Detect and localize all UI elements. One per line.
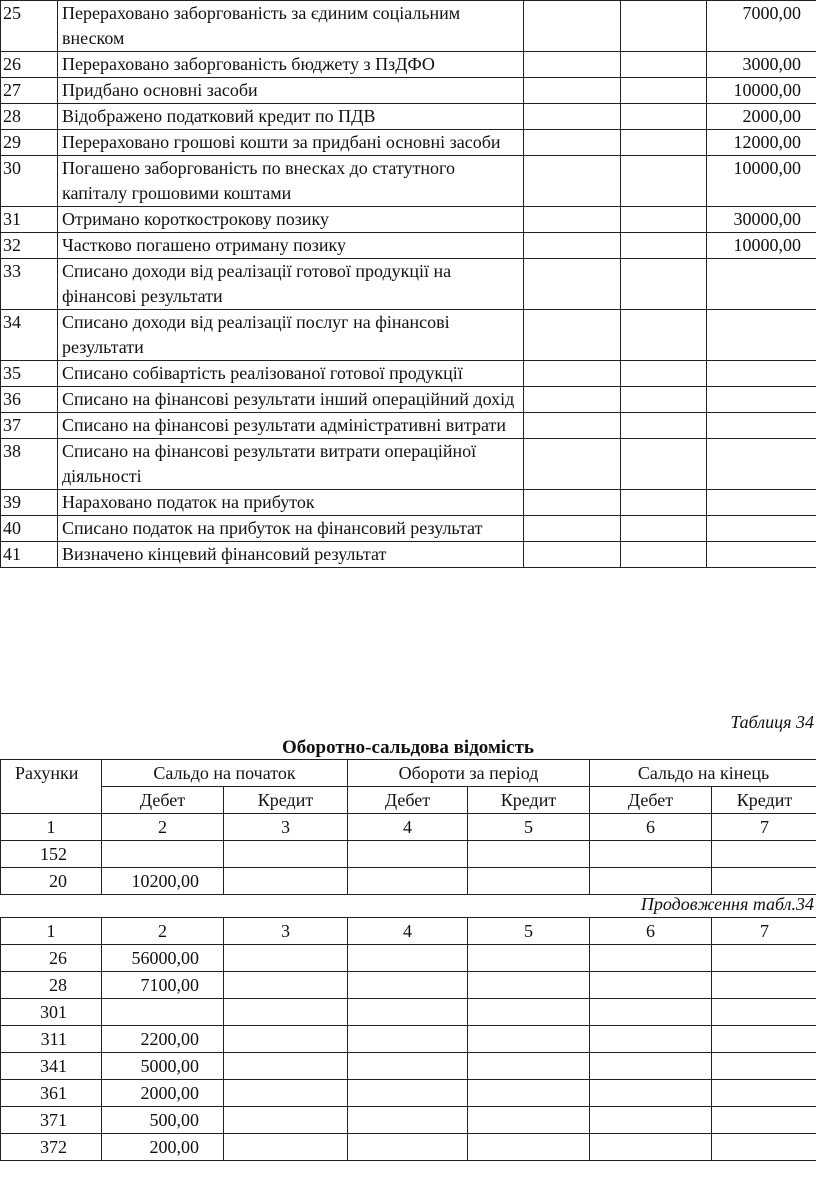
empty-cell bbox=[712, 972, 816, 999]
row-number: 36 bbox=[1, 387, 58, 413]
empty-cell bbox=[712, 1107, 816, 1134]
empty-cell bbox=[468, 972, 590, 999]
amount-cell bbox=[707, 490, 816, 516]
empty-cell bbox=[348, 1080, 468, 1107]
amount-cell: 2000,00 bbox=[707, 104, 816, 130]
turnover-table-continued bbox=[0, 917, 816, 1161]
amount-cell bbox=[707, 259, 816, 310]
header-row bbox=[1, 760, 816, 787]
empty-cell bbox=[590, 972, 712, 999]
credit-cell bbox=[621, 310, 707, 361]
account-row bbox=[1, 1026, 816, 1053]
empty-cell bbox=[590, 841, 712, 868]
empty-cell bbox=[712, 945, 816, 972]
empty-cell bbox=[712, 1134, 816, 1161]
header-credit: Кредит bbox=[224, 787, 348, 814]
account-code: 311 bbox=[1, 1026, 102, 1053]
empty-cell bbox=[224, 945, 348, 972]
amount-cell: 7000,00 bbox=[707, 1, 816, 52]
empty-cell bbox=[468, 868, 590, 895]
empty-cell bbox=[712, 1026, 816, 1053]
account-row bbox=[1, 972, 816, 999]
column-number-row bbox=[1, 814, 816, 841]
empty-cell bbox=[590, 1026, 712, 1053]
column-number: 2 bbox=[102, 918, 224, 945]
credit-cell bbox=[621, 1, 707, 52]
header-credit: Кредит bbox=[712, 787, 816, 814]
column-number-row bbox=[1, 918, 816, 945]
row-number: 28 bbox=[1, 104, 58, 130]
transaction-description: Отримано короткострокову позику bbox=[58, 207, 524, 233]
journal-row bbox=[1, 52, 816, 78]
opening-debit-value: 10200,00 bbox=[102, 868, 224, 895]
empty-cell bbox=[468, 841, 590, 868]
credit-cell bbox=[621, 439, 707, 490]
journal-row bbox=[1, 130, 816, 156]
empty-cell bbox=[348, 945, 468, 972]
amount-cell: 10000,00 bbox=[707, 233, 816, 259]
transaction-description: Визначено кінцевий фінансовий результат bbox=[58, 542, 524, 568]
empty-cell bbox=[590, 1134, 712, 1161]
header-credit: Кредит bbox=[468, 787, 590, 814]
account-code: 152 bbox=[1, 841, 102, 868]
empty-cell bbox=[348, 1053, 468, 1080]
credit-cell bbox=[621, 78, 707, 104]
transaction-description: Списано собівартість реалізованої готової продукції bbox=[58, 361, 524, 387]
row-number: 26 bbox=[1, 52, 58, 78]
row-number: 35 bbox=[1, 361, 58, 387]
table-caption: Таблиця 34 bbox=[730, 712, 814, 732]
transaction-description: Списано податок на прибуток на фінансовий результат bbox=[58, 516, 524, 542]
transaction-description: Списано доходи від реалізації готової продукції на фінансові результати bbox=[58, 259, 524, 310]
subheader-row bbox=[1, 787, 816, 814]
debit-cell bbox=[524, 310, 621, 361]
credit-cell bbox=[621, 542, 707, 568]
debit-cell bbox=[524, 78, 621, 104]
row-number: 38 bbox=[1, 439, 58, 490]
amount-cell bbox=[707, 516, 816, 542]
table-title: Оборотно-сальдова відомість bbox=[282, 737, 534, 758]
empty-cell bbox=[712, 868, 816, 895]
row-number: 32 bbox=[1, 233, 58, 259]
debit-cell bbox=[524, 387, 621, 413]
journal-row bbox=[1, 156, 816, 207]
journal-row bbox=[1, 387, 816, 413]
transaction-description: Перераховано заборгованість бюджету з ПзДФО bbox=[58, 52, 524, 78]
debit-cell bbox=[524, 156, 621, 207]
transaction-description: Списано на фінансові результати адміністративні витрати bbox=[58, 413, 524, 439]
empty-cell bbox=[348, 1134, 468, 1161]
turnover-body bbox=[1, 814, 816, 895]
credit-cell bbox=[621, 233, 707, 259]
empty-cell bbox=[590, 1053, 712, 1080]
credit-cell bbox=[621, 52, 707, 78]
debit-cell bbox=[524, 361, 621, 387]
journal-row bbox=[1, 361, 816, 387]
amount-cell bbox=[707, 310, 816, 361]
credit-cell bbox=[621, 156, 707, 207]
amount-cell: 10000,00 bbox=[707, 156, 816, 207]
account-row bbox=[1, 999, 816, 1026]
empty-cell bbox=[224, 868, 348, 895]
transaction-description: Перераховано грошові кошти за придбані основні засоби bbox=[58, 130, 524, 156]
debit-cell bbox=[524, 130, 621, 156]
empty-cell bbox=[224, 841, 348, 868]
opening-debit-value: 2000,00 bbox=[102, 1080, 224, 1107]
header-debit: Дебет bbox=[102, 787, 224, 814]
empty-cell bbox=[224, 1134, 348, 1161]
row-number: 37 bbox=[1, 413, 58, 439]
column-number: 3 bbox=[224, 814, 348, 841]
transaction-description: Відображено податковий кредит по ПДВ bbox=[58, 104, 524, 130]
journal-table bbox=[0, 0, 816, 568]
row-number: 34 bbox=[1, 310, 58, 361]
row-number: 33 bbox=[1, 259, 58, 310]
journal-row bbox=[1, 1, 816, 52]
empty-cell bbox=[348, 1107, 468, 1134]
empty-cell bbox=[224, 1080, 348, 1107]
account-code: 371 bbox=[1, 1107, 102, 1134]
row-number: 39 bbox=[1, 490, 58, 516]
credit-cell bbox=[621, 130, 707, 156]
credit-cell bbox=[621, 490, 707, 516]
amount-cell bbox=[707, 542, 816, 568]
transaction-description: Придбано основні засоби bbox=[58, 78, 524, 104]
opening-debit-value bbox=[102, 999, 224, 1026]
transaction-description: Списано доходи від реалізації послуг на фінансові результати bbox=[58, 310, 524, 361]
opening-debit-value: 2200,00 bbox=[102, 1026, 224, 1053]
journal-row bbox=[1, 490, 816, 516]
column-number: 4 bbox=[348, 814, 468, 841]
account-code: 361 bbox=[1, 1080, 102, 1107]
account-code: 20 bbox=[1, 868, 102, 895]
column-number: 6 bbox=[590, 918, 712, 945]
account-row bbox=[1, 868, 816, 895]
empty-cell bbox=[590, 945, 712, 972]
amount-cell bbox=[707, 439, 816, 490]
row-number: 40 bbox=[1, 516, 58, 542]
empty-cell bbox=[468, 945, 590, 972]
empty-cell bbox=[348, 868, 468, 895]
empty-cell bbox=[468, 999, 590, 1026]
journal-row bbox=[1, 413, 816, 439]
header-opening-balance: Сальдо на початок bbox=[102, 760, 348, 787]
empty-cell bbox=[348, 841, 468, 868]
amount-cell: 12000,00 bbox=[707, 130, 816, 156]
debit-cell bbox=[524, 104, 621, 130]
empty-cell bbox=[224, 1053, 348, 1080]
credit-cell bbox=[621, 413, 707, 439]
transaction-description: Списано на фінансові результати інший операційний дохід bbox=[58, 387, 524, 413]
journal-row bbox=[1, 233, 816, 259]
journal-row bbox=[1, 259, 816, 310]
account-code: 301 bbox=[1, 999, 102, 1026]
empty-cell bbox=[712, 841, 816, 868]
row-number: 27 bbox=[1, 78, 58, 104]
column-number: 1 bbox=[1, 918, 102, 945]
credit-cell bbox=[621, 259, 707, 310]
empty-cell bbox=[468, 1026, 590, 1053]
transaction-description: Списано на фінансові результати витрати операційної діяльності bbox=[58, 439, 524, 490]
debit-cell bbox=[524, 439, 621, 490]
empty-cell bbox=[224, 972, 348, 999]
debit-cell bbox=[524, 516, 621, 542]
debit-cell bbox=[524, 233, 621, 259]
journal-row bbox=[1, 516, 816, 542]
column-number: 5 bbox=[468, 814, 590, 841]
header-closing-balance: Сальдо на кінець bbox=[590, 760, 816, 787]
opening-debit-value: 5000,00 bbox=[102, 1053, 224, 1080]
row-number: 25 bbox=[1, 1, 58, 52]
column-number: 6 bbox=[590, 814, 712, 841]
column-number: 4 bbox=[348, 918, 468, 945]
debit-cell bbox=[524, 207, 621, 233]
empty-cell bbox=[468, 1134, 590, 1161]
turnover-table bbox=[0, 759, 816, 895]
empty-cell bbox=[712, 1080, 816, 1107]
opening-debit-value: 500,00 bbox=[102, 1107, 224, 1134]
transaction-description: Погашено заборгованість по внесках до статутного капіталу грошовими коштами bbox=[58, 156, 524, 207]
account-code: 341 bbox=[1, 1053, 102, 1080]
account-row bbox=[1, 1107, 816, 1134]
column-number: 5 bbox=[468, 918, 590, 945]
journal-row bbox=[1, 310, 816, 361]
column-number: 1 bbox=[1, 814, 102, 841]
account-row bbox=[1, 945, 816, 972]
account-code: 26 bbox=[1, 945, 102, 972]
opening-debit-value: 7100,00 bbox=[102, 972, 224, 999]
row-number: 41 bbox=[1, 542, 58, 568]
account-code: 372 bbox=[1, 1134, 102, 1161]
credit-cell bbox=[621, 104, 707, 130]
account-row bbox=[1, 1134, 816, 1161]
amount-cell: 10000,00 bbox=[707, 78, 816, 104]
empty-cell bbox=[468, 1053, 590, 1080]
empty-cell bbox=[712, 1053, 816, 1080]
debit-cell bbox=[524, 490, 621, 516]
account-code: 28 bbox=[1, 972, 102, 999]
empty-cell bbox=[712, 999, 816, 1026]
turnover-body-continued bbox=[1, 918, 816, 1161]
row-number: 31 bbox=[1, 207, 58, 233]
credit-cell bbox=[621, 207, 707, 233]
header-debit: Дебет bbox=[348, 787, 468, 814]
credit-cell bbox=[621, 516, 707, 542]
column-number: 7 bbox=[712, 814, 816, 841]
amount-cell bbox=[707, 387, 816, 413]
debit-cell bbox=[524, 52, 621, 78]
transaction-description: Частково погашено отриману позику bbox=[58, 233, 524, 259]
continuation-caption: Продовження табл.34 bbox=[640, 894, 814, 914]
empty-cell bbox=[224, 1026, 348, 1053]
header-accounts: Рахунки bbox=[1, 760, 102, 814]
column-number: 7 bbox=[712, 918, 816, 945]
column-number: 2 bbox=[102, 814, 224, 841]
journal-body bbox=[1, 1, 816, 568]
debit-cell bbox=[524, 1, 621, 52]
empty-cell bbox=[348, 999, 468, 1026]
opening-debit-value: 200,00 bbox=[102, 1134, 224, 1161]
empty-cell bbox=[590, 868, 712, 895]
header-turnover: Обороти за період bbox=[348, 760, 590, 787]
account-row bbox=[1, 1080, 816, 1107]
header-debit: Дебет bbox=[590, 787, 712, 814]
journal-row bbox=[1, 78, 816, 104]
amount-cell: 3000,00 bbox=[707, 52, 816, 78]
empty-cell bbox=[224, 1107, 348, 1134]
row-number: 29 bbox=[1, 130, 58, 156]
journal-row bbox=[1, 207, 816, 233]
empty-cell bbox=[468, 1107, 590, 1134]
amount-cell bbox=[707, 361, 816, 387]
empty-cell bbox=[468, 1080, 590, 1107]
credit-cell bbox=[621, 361, 707, 387]
journal-row bbox=[1, 542, 816, 568]
empty-cell bbox=[590, 1080, 712, 1107]
empty-cell bbox=[348, 972, 468, 999]
amount-cell: 30000,00 bbox=[707, 207, 816, 233]
debit-cell bbox=[524, 542, 621, 568]
empty-cell bbox=[590, 1107, 712, 1134]
empty-cell bbox=[224, 999, 348, 1026]
debit-cell bbox=[524, 259, 621, 310]
account-row bbox=[1, 841, 816, 868]
transaction-description: Перераховано заборгованість за єдиним соціальним внеском bbox=[58, 1, 524, 52]
journal-row bbox=[1, 104, 816, 130]
credit-cell bbox=[621, 387, 707, 413]
transaction-description: Нараховано податок на прибуток bbox=[58, 490, 524, 516]
account-row bbox=[1, 1053, 816, 1080]
opening-debit-value bbox=[102, 841, 224, 868]
empty-cell bbox=[590, 999, 712, 1026]
empty-cell bbox=[348, 1026, 468, 1053]
row-number: 30 bbox=[1, 156, 58, 207]
journal-row bbox=[1, 439, 816, 490]
amount-cell bbox=[707, 413, 816, 439]
debit-cell bbox=[524, 413, 621, 439]
column-number: 3 bbox=[224, 918, 348, 945]
opening-debit-value: 56000,00 bbox=[102, 945, 224, 972]
